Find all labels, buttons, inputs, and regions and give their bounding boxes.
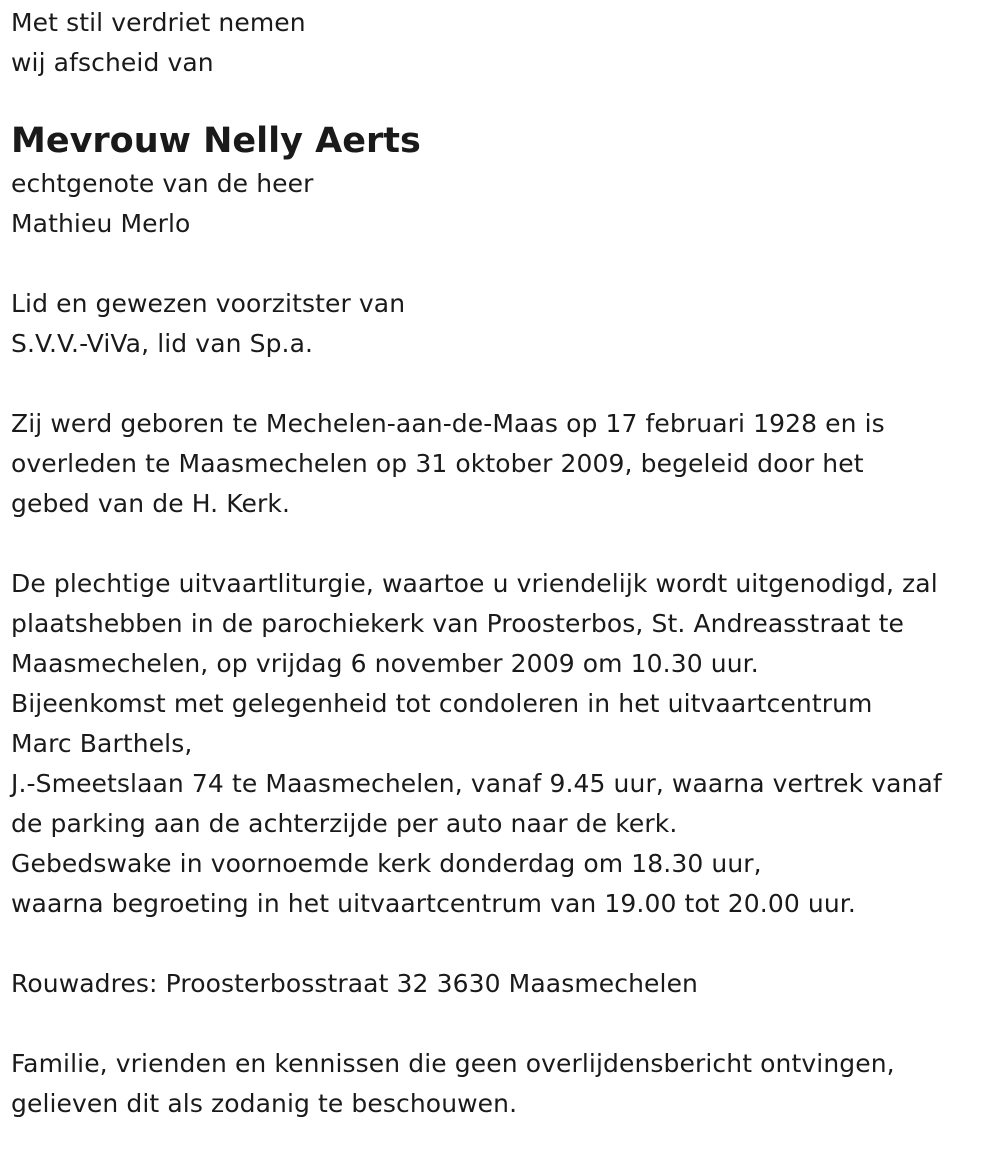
spacer <box>11 924 996 964</box>
intro-line-1: Met stil verdriet nemen <box>11 8 306 37</box>
spouse-line-2: Mathieu Merlo <box>11 209 191 238</box>
ceremony-line-9: waarna begroeting in het uitvaartcentrum van 19.00 tot 20.00 uur. <box>11 889 856 918</box>
spacer <box>11 1004 996 1044</box>
intro-line-2: wij afscheid van <box>11 48 214 77</box>
ceremony-line-7: de parking aan de achterzijde per auto naar de kerk. <box>11 809 678 838</box>
obituary-notice <box>11 3 996 1124</box>
ceremony-line-1: De plechtige uitvaartliturgie, waartoe u vriendelijk wordt uitgenodigd, zal <box>11 569 938 598</box>
ceremony-line-3: Maasmechelen, op vrijdag 6 november 2009 om 10.30 uur. <box>11 649 759 678</box>
ceremony-line-6: J.-Smeetslaan 74 te Maasmechelen, vanaf 9.45 uur, waarna vertrek vanaf <box>11 769 942 798</box>
spacer <box>11 244 996 284</box>
ceremony-line-4: Bijeenkomst met gelegenheid tot condoleren in het uitvaartcentrum <box>11 689 873 718</box>
closing-line-1: Familie, vrienden en kennissen die geen overlijdensbericht ontvingen, <box>11 1049 895 1078</box>
spacer <box>11 364 996 404</box>
spacer <box>11 83 996 115</box>
life-line-1: Zij werd geboren te Mechelen-aan-de-Maas op 17 februari 1928 en is <box>11 409 885 438</box>
membership-line-2: S.V.V.-ViVa, lid van Sp.a. <box>11 329 314 358</box>
ceremony-line-8: Gebedswake in voornoemde kerk donderdag om 18.30 uur, <box>11 849 762 878</box>
closing-line-2: gelieven dit als zodanig te beschouwen. <box>11 1089 518 1118</box>
life-line-2: overleden te Maasmechelen op 31 oktober 2009, begeleid door het <box>11 449 864 478</box>
mourning-address: Rouwadres: Proosterbosstraat 32 3630 Maasmechelen <box>11 969 698 998</box>
spacer <box>11 524 996 564</box>
deceased-name: Mevrouw Nelly Aerts <box>11 121 421 161</box>
life-line-3: gebed van de H. Kerk. <box>11 489 291 518</box>
spouse-line-1: echtgenote van de heer <box>11 169 314 198</box>
ceremony-line-2: plaatshebben in de parochiekerk van Proosterbos, St. Andreasstraat te <box>11 609 904 638</box>
ceremony-line-5: Marc Barthels, <box>11 729 193 758</box>
membership-line-1: Lid en gewezen voorzitster van <box>11 289 406 318</box>
